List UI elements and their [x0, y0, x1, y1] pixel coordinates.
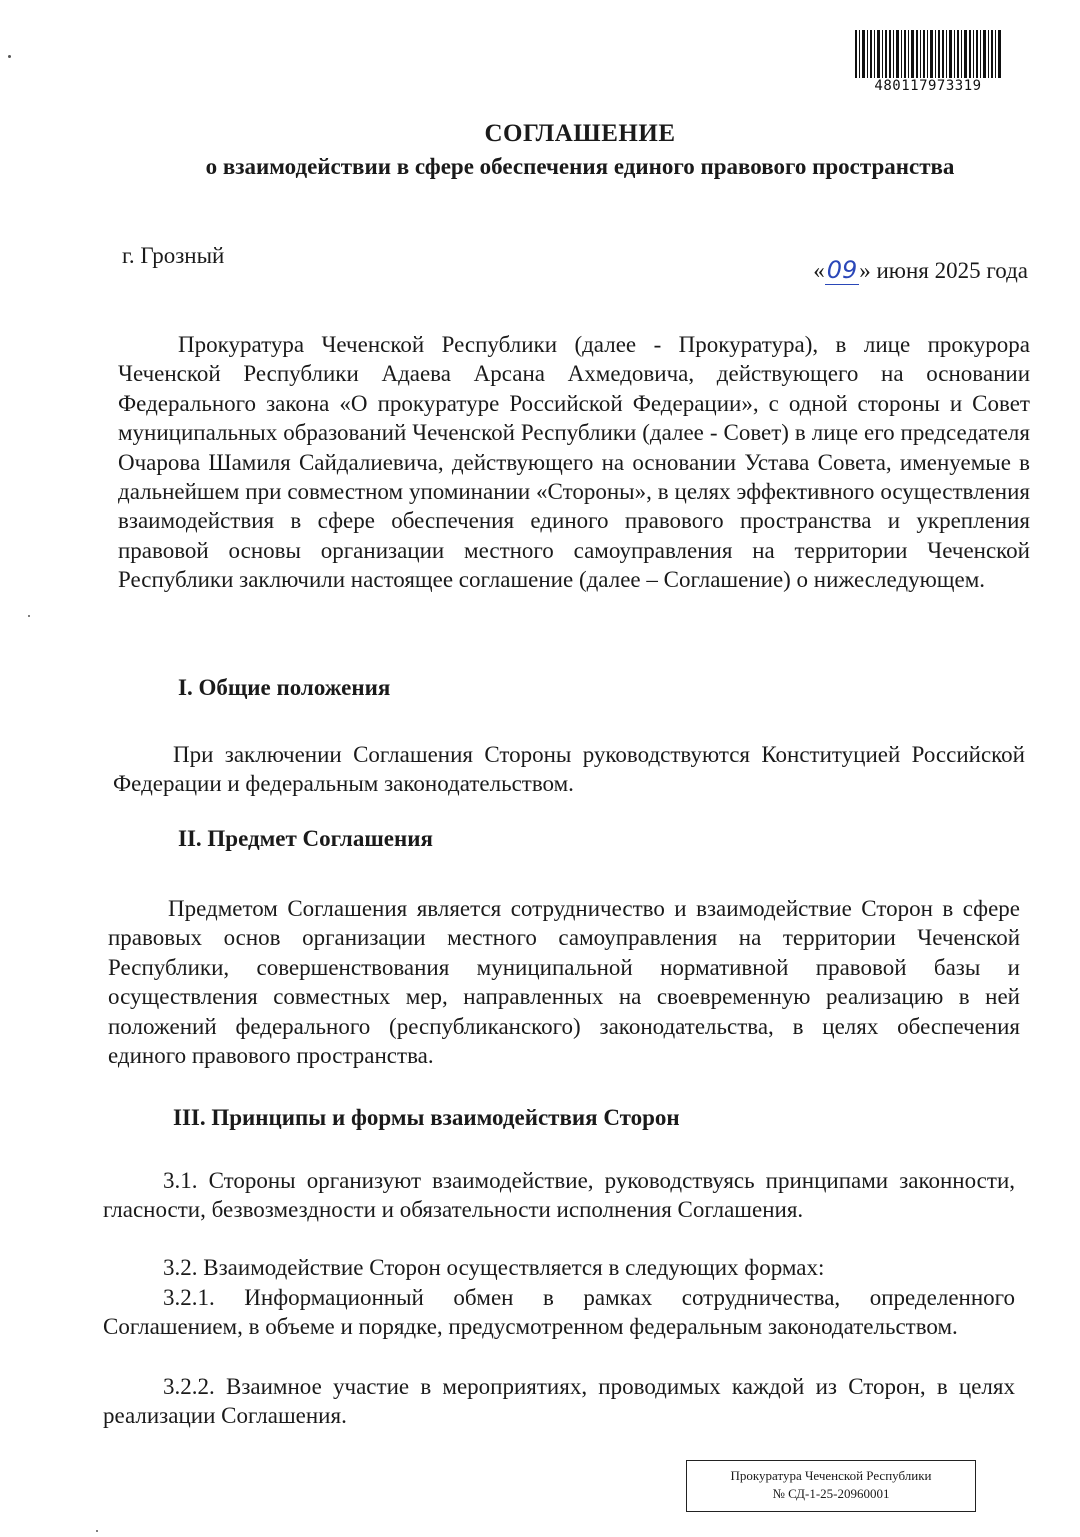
section-3-heading: III. Принципы и формы взаимодействия Сторон — [173, 1105, 680, 1130]
stamp-organization: Прокуратура Чеченской Республики — [730, 1468, 932, 1483]
section-3-point-1: 3.1. Стороны организуют взаимодействие, руководствуясь принципами законности, гласности, безвозмездности и обязательности исполнения Соглашения. — [103, 1168, 1015, 1223]
section-2-text: Предметом Соглашения является сотрудничество и взаимодействие Сторон в сфере правовых основ организации местного самоуправления на территории Чеченской Республики, совершенствования муниципальной нормативной правовой базы и осуществления совместных мер, направленных на своевременную реализацию в ней положений федерального (республиканского) законодательства, в целях обеспечения единого правового пространства. — [108, 896, 1020, 1069]
section-3-point-2-2: 3.2.2. Взаимное участие в мероприятиях, проводимых каждой из Сторон, в целях реализации Соглашения. — [103, 1374, 1015, 1429]
section-3-point-2: 3.2. Взаимодействие Сторон осуществляется в следующих формах: — [163, 1255, 825, 1280]
scan-speck — [96, 1530, 98, 1532]
intro-paragraph: Прокуратура Чеченской Республики (далее - Прокуратура), в лице прокурора Чеченской Республики Адаева Арсана Ахмедовича, действующего на основании Федерального закона «О прокуратуре Российской Федерации», с одной стороны и Совет муниципальных образований Чеченской Республики (далее - Совет) в лице его председателя Очарова Шамиля Сайдалиевича, действующего на основании Устава Совета, именуемые в дальнейшем при совместном упоминании «Стороны», в целях эффективного осуществления взаимодействия в сфере обеспечения единого правового пространства и укрепления правовой основы организации местного самоуправления на территории Чеченской Республики заключили настоящее соглашение (далее – Соглашение) о нижеследующем. — [118, 332, 1030, 593]
barcode — [853, 30, 1003, 94]
date-close-quote: » — [859, 258, 871, 283]
date — [813, 256, 1028, 284]
barcode-number: 480117973319 — [853, 78, 1003, 94]
section-3-point-2-1: 3.2.1. Информационный обмен в рамках сотрудничества, определенного Соглашением, в объеме и порядке, предусмотренном федеральным законодательством. — [103, 1285, 1015, 1340]
date-rest: июня 2025 года — [870, 258, 1028, 283]
date-open-quote: « — [813, 258, 825, 283]
document-subtitle: о взаимодействии в сфере обеспечения единого правового пространства — [205, 154, 955, 179]
document-title: СОГЛАШЕНИЕ — [484, 120, 676, 147]
stamp-number: № СД-1-25-20960001 — [772, 1486, 890, 1501]
section-1-heading: I. Общие положения — [178, 675, 391, 700]
scan-speck — [28, 615, 30, 617]
scan-speck — [8, 55, 11, 58]
section-2-heading: II. Предмет Соглашения — [178, 826, 433, 851]
section-1-text: При заключении Соглашения Стороны руководствуются Конституцией Российской Федерации и федеральным законодательством. — [113, 742, 1025, 797]
date-day-handwritten: 09 — [826, 256, 858, 284]
barcode-bars — [853, 30, 1003, 80]
place: г. Грозный — [122, 243, 225, 268]
registration-stamp — [686, 1460, 976, 1512]
